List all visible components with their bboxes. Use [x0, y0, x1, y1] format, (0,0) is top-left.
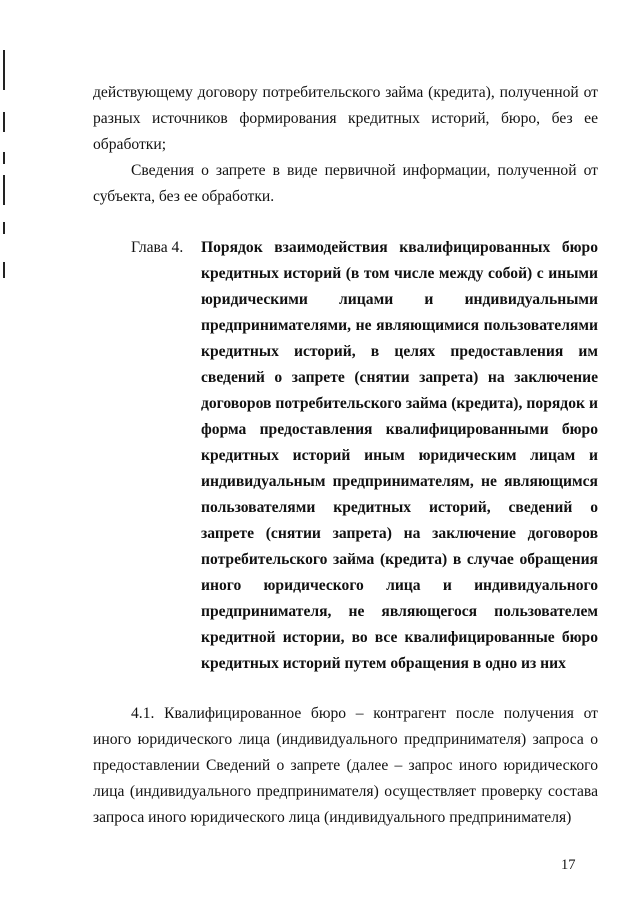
document-body: [93, 80, 598, 831]
margin-mark-3: [3, 152, 5, 164]
margin-mark-5: [3, 222, 5, 234]
margin-mark-1: [3, 50, 5, 90]
paragraph-continuation: действующему договору потребительского займа (кредита), полученной от разных источников формирования кредитных историй, бюро, без ее обработки;: [93, 84, 598, 153]
margin-mark-2: [3, 112, 5, 132]
chapter-title: Порядок взаимодействия квалифицированных бюро кредитных историй (в том числе между собой) с иными юридическими лицами и индивидуальными предпринимателями, не являющимися пользователями кредитных историй, в целях предоставления им сведений о запрете (снятии запрета) на заключение договоров потребительского займа (кредита), порядок и форма предоставления квалифицированными бюро кредитных историй иным юридическим лицам и индивидуальным предпринимателям, не являющимся пользователями кредитных историй, сведений о запрете (снятии запрета) на заключение договоров потребительского займа (кредита) в случае обращения иного юридического лица и индивидуального предпринимателя, не являющегося пользователем кредитной истории, во все квалифицированные бюро кредитных историй путем обращения в одно из них: [201, 239, 598, 672]
chapter-number: Глава 4.: [131, 239, 184, 256]
margin-mark-4: [3, 175, 5, 205]
chapter-heading: [131, 235, 598, 677]
paragraph-prohibition-info: Сведения о запрете в виде первичной информации, полученной от субъекта, без ее обработки.: [93, 162, 598, 205]
section-4-1: 4.1. Квалифицированное бюро – контрагент после получения от иного юридического лица (индивидуального предпринимателя) запроса о предоставлении Сведений о запрете (далее – запрос иного юридического лица (индивидуального предпринимателя) осуществляет проверку состава запроса иного юридического лица (индивидуального предпринимателя): [93, 705, 598, 826]
page-number: 17: [561, 857, 576, 873]
margin-mark-6: [3, 262, 5, 278]
